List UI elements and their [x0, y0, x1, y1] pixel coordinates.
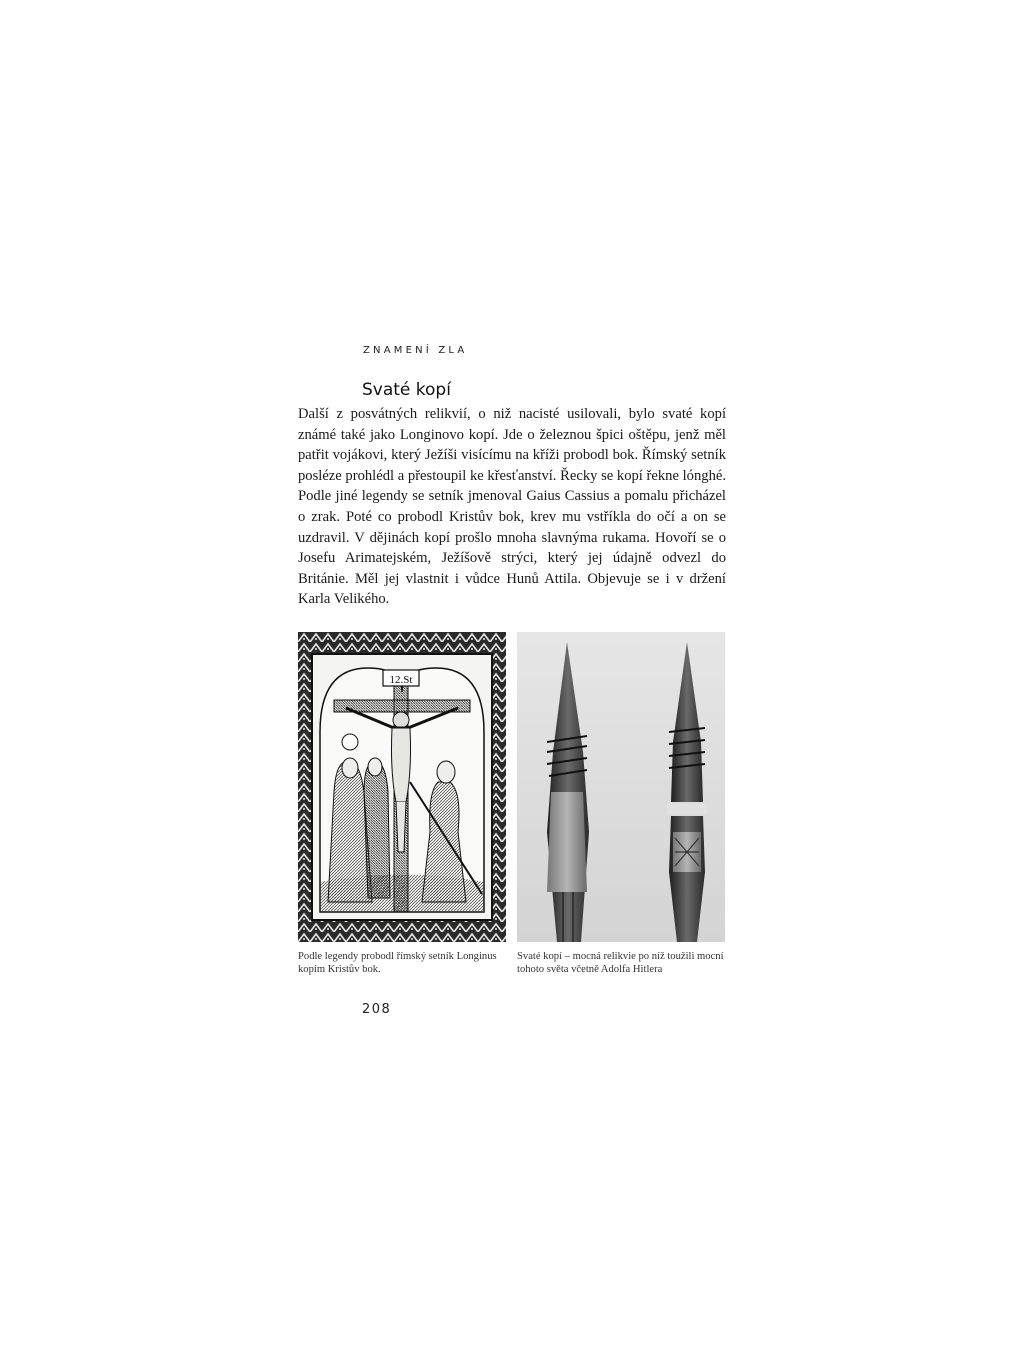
running-head: ZNAMENÍ ZLA — [363, 345, 468, 356]
engraving-label: 12.St — [389, 674, 413, 686]
crucifixion-engraving — [298, 632, 506, 942]
page-number: 208 — [362, 1002, 392, 1017]
section-title: Svaté kopí — [362, 380, 451, 400]
holy-lance-photo — [517, 632, 725, 942]
left-figure-caption: Podle legendy probodl římský setník Longinus kopím Kristův bok. — [298, 951, 497, 975]
body-paragraph: Další z posvátných relikvií, o niž nacisté usilovali, bylo svaté kopí známé také jako Longinovo kopí. Jde o železnou špici oštěpu, jenž měl patřit vojákovi, který Ježíši visícímu na kříži probodl bok. Římský setník posléze prohlédl a přestoupil ke křesťanství. Řecky se kopí řekne lónghé. Podle jiné legendy se setník jmenoval Gaius Cassius a pomalu přicházel o zrak. Poté co probodl Kristův bok, krev mu vstříkla do očí a on se uzdravil. V dějinách kopí prošlo mnoha slavnýma rukama. Hovoří se o Josefu Arimatejském, Ježíšově strýci, který jej údajně odvezl do Británie. Měl jej vlastnit i vůdce Hunů Attila. Objevuje se i v držení Karla Velikého. — [298, 406, 726, 608]
right-figure-caption: Svaté kopí – mocná relikvie po níž toužili mocní tohoto světa včetně Adolfa Hitlera — [517, 951, 724, 975]
